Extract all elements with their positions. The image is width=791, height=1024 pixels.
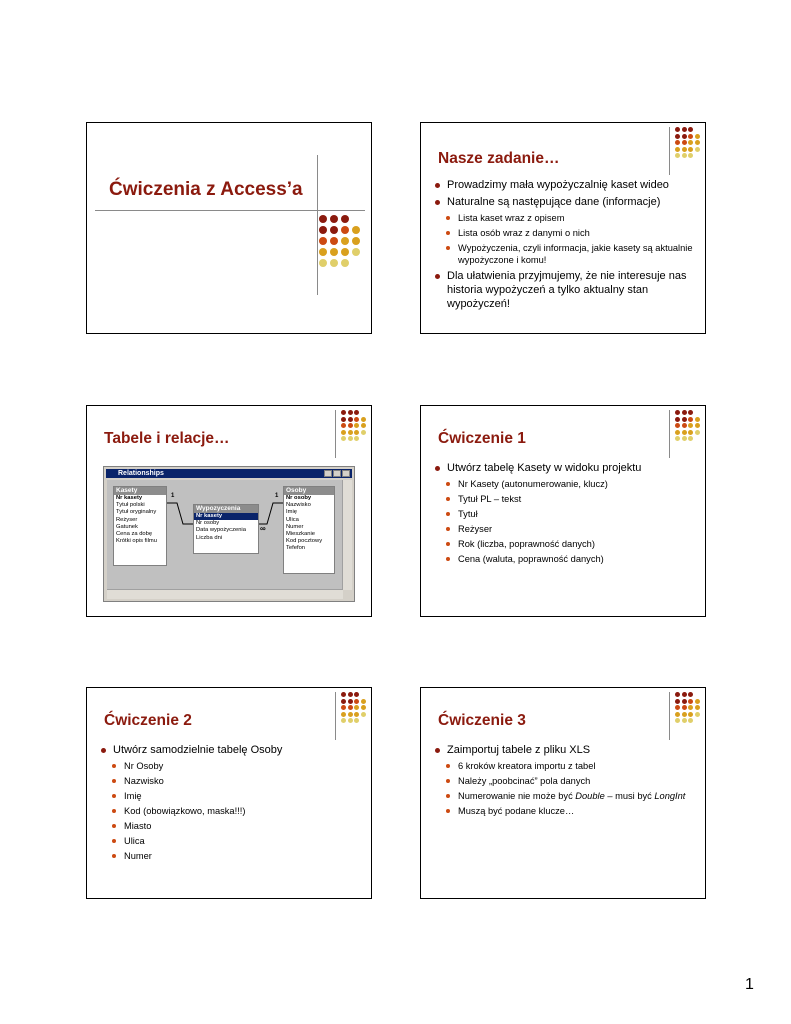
slide-2-title: Nasze zadanie…	[438, 150, 560, 167]
slide-6-title: Ćwiczenie 3	[438, 712, 526, 729]
dot-mark	[361, 712, 366, 717]
dot-mark	[675, 692, 680, 697]
dot-mark	[354, 410, 359, 415]
dot-mark	[675, 430, 680, 435]
dot-mark	[319, 248, 327, 256]
dot-mark	[675, 127, 680, 132]
list-item: Tytuł	[433, 508, 695, 520]
text-run-italic: LongInt	[654, 791, 686, 801]
table-header: Kasety	[114, 487, 166, 495]
table-row: Tytuł oryginalny	[116, 509, 157, 516]
slide-4	[420, 405, 706, 617]
table-row: Numer	[286, 523, 304, 530]
dot-mark	[675, 423, 680, 428]
dot-mark	[361, 430, 366, 435]
table-row: Mieszkanie	[286, 531, 315, 538]
table-row: Nr osoby	[196, 520, 220, 527]
dot-mark	[348, 692, 353, 697]
dot-mark	[348, 423, 353, 428]
dot-mark	[682, 430, 687, 435]
dot-mark	[361, 699, 366, 704]
dot-mark	[341, 692, 346, 697]
dot-mark	[695, 712, 700, 717]
minimize-icon	[324, 470, 332, 477]
dot-mark	[341, 705, 346, 710]
dot-mark	[341, 436, 346, 441]
dot-mark	[688, 147, 693, 152]
dot-mark	[688, 410, 693, 415]
slide-5-title: Ćwiczenie 2	[104, 712, 192, 729]
dot-mark	[341, 410, 346, 415]
dot-mark	[688, 699, 693, 704]
dot-mark	[695, 423, 700, 428]
table-row: Ulica	[286, 516, 299, 523]
dot-mark	[354, 699, 359, 704]
dot-mark	[348, 436, 353, 441]
dot-mark	[675, 140, 680, 145]
dot-mark	[341, 417, 346, 422]
slide-2	[420, 122, 706, 334]
dot-mark	[688, 430, 693, 435]
dot-mark	[695, 699, 700, 704]
dot-mark	[675, 153, 680, 158]
table-row: Imię	[286, 509, 297, 516]
list-item: Imię	[99, 790, 361, 802]
text-run-italic: Double	[575, 791, 605, 801]
dot-mark	[319, 215, 327, 223]
relationships-canvas	[107, 480, 343, 590]
dot-mark	[688, 712, 693, 717]
dot-mark	[682, 423, 687, 428]
relationship-one-label: 1	[171, 493, 175, 499]
dot-mark	[341, 430, 346, 435]
slide-3-title: Tabele i relacje…	[104, 430, 230, 447]
dot-mark	[695, 430, 700, 435]
dot-mark	[682, 134, 687, 139]
dot-mark	[341, 423, 346, 428]
list-item: Miasto	[99, 820, 361, 832]
dot-mark	[319, 226, 327, 234]
dot-mark	[361, 423, 366, 428]
table-row: Krótki opis filmu	[116, 538, 157, 545]
dot-mark	[682, 705, 687, 710]
dot-mark	[348, 705, 353, 710]
dot-mark	[341, 226, 349, 234]
page-number: 1	[745, 976, 754, 993]
list-item: Cena (waluta, poprawność danych)	[433, 553, 695, 565]
slide-4-title: Ćwiczenie 1	[438, 430, 526, 447]
dot-mark	[695, 705, 700, 710]
dot-mark	[352, 226, 360, 234]
dot-mark	[695, 140, 700, 145]
slide-5-body	[99, 743, 361, 865]
close-icon	[342, 470, 350, 477]
table-row: Cena za dobę	[116, 531, 153, 538]
dot-mark	[682, 692, 687, 697]
dot-mark	[330, 259, 338, 267]
dot-mark	[341, 712, 346, 717]
list-item: Naturalne są następujące dane (informacje)	[433, 195, 695, 209]
table-row: Data wypożyczenia	[196, 527, 246, 534]
dot-mark	[695, 417, 700, 422]
slide-1-vertical-line	[317, 155, 318, 295]
slide-2-body	[433, 178, 695, 314]
slide-6	[420, 687, 706, 899]
dot-mark	[682, 153, 687, 158]
list-item: Rok (liczba, poprawność danych)	[433, 538, 695, 550]
dot-mark	[688, 718, 693, 723]
list-item: 6 kroków kreatora importu z tabel	[433, 760, 695, 772]
dot-mark	[675, 705, 680, 710]
list-item: Wypożyczenia, czyli informacja, jakie kasety są aktualnie wypożyczone i komu!	[433, 242, 695, 266]
dot-mark	[341, 215, 349, 223]
table-header: Wypozyczenia	[194, 505, 258, 513]
list-item: Nazwisko	[99, 775, 361, 787]
dot-mark	[330, 226, 338, 234]
table-row: Nr osoby	[286, 495, 312, 501]
slide-5-vertical-line	[335, 692, 336, 740]
dot-mark	[354, 430, 359, 435]
dot-mark	[354, 705, 359, 710]
list-item: Utwórz tabelę Kasety w widoku projektu	[433, 461, 695, 475]
dot-mark	[688, 153, 693, 158]
dot-mark	[682, 140, 687, 145]
list-item: Utwórz samodzielnie tabelę Osoby	[99, 743, 361, 757]
dot-mark	[341, 248, 349, 256]
list-item: Nr Kasety (autonumerowanie, klucz)	[433, 478, 695, 490]
relationships-window	[103, 466, 355, 602]
dot-mark	[682, 147, 687, 152]
window-title-bar	[106, 469, 352, 478]
dot-mark	[682, 699, 687, 704]
dot-mark	[348, 417, 353, 422]
dot-mark	[688, 436, 693, 441]
slide-6-vertical-line	[669, 692, 670, 740]
text-run: Numerowanie nie może być	[458, 791, 576, 801]
list-item: Lista kaset wraz z opisem	[433, 212, 695, 224]
list-item	[433, 790, 695, 802]
slide-6-body	[433, 743, 695, 820]
slide-1	[86, 122, 372, 334]
slide-5	[86, 687, 372, 899]
list-item: Tytuł PL – tekst	[433, 493, 695, 505]
list-item: Muszą być podane klucze…	[433, 805, 695, 817]
dot-mark	[688, 423, 693, 428]
list-item: Zaimportuj tabele z pliku XLS	[433, 743, 695, 757]
dot-mark	[682, 417, 687, 422]
table-row: Gatunek	[116, 523, 138, 530]
slide-2-vertical-line	[669, 127, 670, 175]
table-row: Liczba dni	[196, 534, 223, 541]
list-item: Nr Osoby	[99, 760, 361, 772]
dot-mark	[341, 259, 349, 267]
relationship-many-label: ∞	[260, 524, 266, 533]
dot-mark	[354, 692, 359, 697]
table-row: Nazwisko	[286, 502, 311, 509]
text-run: – musi być	[604, 791, 655, 801]
dot-mark	[319, 237, 327, 245]
slide-3-vertical-line	[335, 410, 336, 458]
dot-mark	[688, 417, 693, 422]
list-item: Lista osób wraz z danymi o nich	[433, 227, 695, 239]
dot-mark	[688, 692, 693, 697]
table-row: Tefefon	[286, 545, 306, 552]
dot-mark	[341, 237, 349, 245]
dot-mark	[330, 248, 338, 256]
list-item: Kod (obowiązkowo, maska!!!)	[99, 805, 361, 817]
list-item: Numer	[99, 850, 361, 862]
dot-mark	[352, 237, 360, 245]
dot-mark	[348, 718, 353, 723]
dot-mark	[354, 436, 359, 441]
dot-mark	[688, 127, 693, 132]
table-row: Nr kasety	[116, 495, 143, 501]
dot-mark	[330, 237, 338, 245]
dot-mark	[675, 712, 680, 717]
list-item: Prowadzimy mała wypożyczalnię kaset wideo	[433, 178, 695, 192]
table-row: Reżyser	[116, 516, 138, 523]
dot-mark	[354, 423, 359, 428]
dot-mark	[319, 259, 327, 267]
list-item: Dla ułatwienia przyjmujemy, że nie interesuje nas historia wypożyczeń a tylko aktualny stan wypożyczeń!	[433, 269, 695, 311]
slide-4-vertical-line	[669, 410, 670, 458]
dot-mark	[352, 248, 360, 256]
dot-mark	[348, 712, 353, 717]
table-row: Tytuł polski	[116, 502, 145, 509]
slide-1-divider	[95, 210, 365, 211]
slide-1-title: Ćwiczenia z Access’a	[109, 179, 303, 200]
dot-mark	[675, 718, 680, 723]
dot-mark	[341, 699, 346, 704]
dot-mark	[348, 410, 353, 415]
dot-mark	[330, 215, 338, 223]
dot-mark	[695, 134, 700, 139]
dot-mark	[675, 134, 680, 139]
list-item: Reżyser	[433, 523, 695, 535]
maximize-icon	[333, 470, 341, 477]
dot-mark	[675, 410, 680, 415]
dot-mark	[688, 140, 693, 145]
dot-mark	[675, 436, 680, 441]
dot-mark	[354, 712, 359, 717]
dot-mark	[675, 699, 680, 704]
dot-mark	[354, 718, 359, 723]
dot-mark	[682, 127, 687, 132]
dot-mark	[354, 417, 359, 422]
dot-mark	[682, 436, 687, 441]
dot-mark	[361, 417, 366, 422]
dot-mark	[361, 705, 366, 710]
table-row: Nr kasety	[194, 513, 258, 520]
horizontal-scrollbar[interactable]	[107, 589, 343, 599]
dot-mark	[675, 147, 680, 152]
slide-4-body	[433, 461, 695, 568]
table-header: Osoby	[284, 487, 334, 495]
dot-mark	[682, 718, 687, 723]
dot-mark	[682, 712, 687, 717]
relationship-one-label: 1	[275, 493, 279, 499]
dot-mark	[348, 430, 353, 435]
dot-mark	[675, 417, 680, 422]
dot-mark	[688, 705, 693, 710]
window-title: Relationships	[118, 470, 164, 477]
table-row: Kod pocztowy	[286, 538, 323, 545]
dot-mark	[348, 699, 353, 704]
vertical-scrollbar[interactable]	[342, 480, 352, 590]
list-item: Należy „poobcinać” pola danych	[433, 775, 695, 787]
list-item: Ulica	[99, 835, 361, 847]
dot-mark	[695, 147, 700, 152]
relationship-lines	[107, 480, 345, 592]
dot-mark	[688, 134, 693, 139]
dot-mark	[341, 718, 346, 723]
dot-mark	[682, 410, 687, 415]
